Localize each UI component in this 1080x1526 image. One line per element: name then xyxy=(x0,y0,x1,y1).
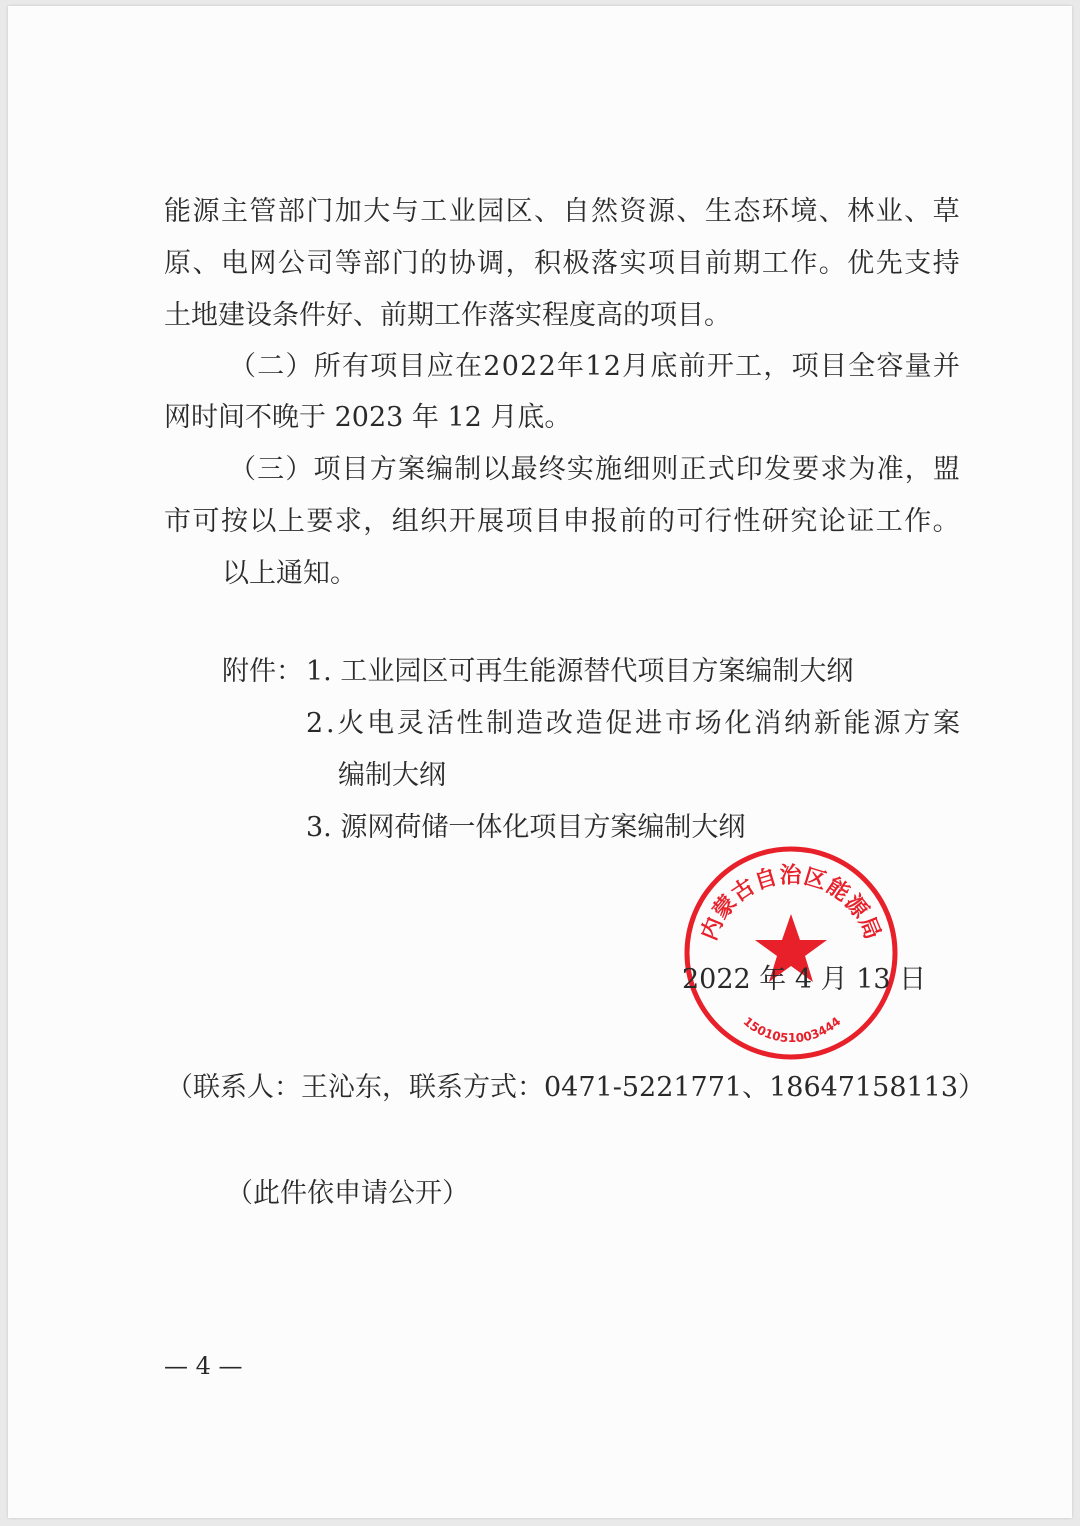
glyph: 林 xyxy=(847,196,875,227)
glyph: 要 xyxy=(792,454,820,485)
page-number: — 4 — xyxy=(164,1352,243,1380)
glyph: 改 xyxy=(545,708,573,739)
glyph: 项 xyxy=(791,351,819,382)
glyph: 灵 xyxy=(396,708,424,739)
glyph: 化 xyxy=(724,708,752,739)
glyph: 二 xyxy=(257,351,285,382)
glyph: 电 xyxy=(367,708,395,739)
glyph: 等 xyxy=(334,248,362,279)
glyph: 0 xyxy=(501,351,519,382)
glyph: 源 xyxy=(192,196,220,227)
glyph: ， xyxy=(363,506,391,537)
glyph: 目 xyxy=(819,351,847,382)
glyph: 门 xyxy=(391,248,419,279)
body-line-5: 网时间不晚于 2023 年 12 月底。 xyxy=(164,402,572,433)
glyph: 业 xyxy=(875,196,903,227)
glyph: 在 xyxy=(455,351,482,382)
glyph: 实 xyxy=(619,248,647,279)
glyph: 园 xyxy=(477,196,505,227)
glyph: 准 xyxy=(876,454,904,485)
glyph: 促 xyxy=(605,708,633,739)
glyph: 工 xyxy=(761,248,789,279)
glyph: 市 xyxy=(664,708,692,739)
glyph: 报 xyxy=(591,506,619,537)
glyph: 实 xyxy=(566,454,594,485)
body-line-2 xyxy=(164,244,960,284)
glyph: 火 xyxy=(337,708,365,739)
glyph: 研 xyxy=(761,506,789,537)
glyph: 境 xyxy=(790,196,818,227)
glyph: 主 xyxy=(220,196,248,227)
glyph: 调 xyxy=(477,248,505,279)
glyph: 草 xyxy=(932,196,960,227)
glyph: 方 xyxy=(903,708,931,739)
glyph: 施 xyxy=(595,454,623,485)
glyph: 以 xyxy=(482,454,510,485)
seal-org-name: 内蒙古自治区能源局 xyxy=(696,863,886,944)
glyph: 、 xyxy=(818,196,846,227)
glyph: 应 xyxy=(426,351,454,382)
glyph: 开 xyxy=(706,351,734,382)
glyph: 项 xyxy=(370,351,398,382)
glyph: 。 xyxy=(818,248,846,279)
glyph: 。 xyxy=(932,506,960,537)
glyph: 、 xyxy=(192,248,220,279)
glyph: 前 xyxy=(619,506,647,537)
glyph: （ xyxy=(229,454,256,485)
glyph: 编 xyxy=(426,454,454,485)
glyph: 的 xyxy=(647,506,675,537)
official-seal xyxy=(680,842,902,1064)
glyph: 为 xyxy=(848,454,876,485)
glyph: 性 xyxy=(733,506,761,537)
glyph: 源 xyxy=(873,708,901,739)
glyph: 申 xyxy=(562,506,590,537)
glyph: 、 xyxy=(534,196,562,227)
glyph: 织 xyxy=(420,506,448,537)
body-line-3: 土地建设条件好、前期工作落实程度高的项目。 xyxy=(164,300,731,331)
glyph: 资 xyxy=(619,196,647,227)
glyph: 并 xyxy=(932,351,960,382)
glyph: ， xyxy=(763,351,791,382)
glyph: 活 xyxy=(426,708,454,739)
glyph: 新 xyxy=(813,708,841,739)
glyph: 管 xyxy=(249,196,277,227)
glyph: 论 xyxy=(818,506,846,537)
glyph: 协 xyxy=(448,248,476,279)
glyph: 部 xyxy=(277,196,305,227)
glyph: 工 xyxy=(875,506,903,537)
glyph: 目 xyxy=(341,454,369,485)
glyph: 有 xyxy=(342,351,369,382)
glyph: . xyxy=(325,708,335,739)
glyph: ） xyxy=(285,351,313,382)
glyph: 作 xyxy=(904,506,932,537)
glyph: 源 xyxy=(647,196,675,227)
attachment-item-1: 1. 工业园区可再生能源替代项目方案编制大纲 xyxy=(306,656,854,687)
glyph: 究 xyxy=(790,506,818,537)
glyph: 全 xyxy=(848,351,876,382)
glyph: 、 xyxy=(676,196,704,227)
glyph: 能 xyxy=(843,708,871,739)
glyph: ， xyxy=(505,248,533,279)
glyph: 量 xyxy=(904,351,932,382)
glyph: 消 xyxy=(754,708,782,739)
glyph: 优 xyxy=(847,248,875,279)
glyph: 前 xyxy=(704,248,732,279)
glyph: 大 xyxy=(363,196,391,227)
glyph: 2 xyxy=(603,351,621,382)
glyph: 1 xyxy=(585,351,603,382)
glyph: 自 xyxy=(562,196,590,227)
glyph: 网 xyxy=(249,248,277,279)
glyph: 正 xyxy=(679,454,707,485)
glyph: 先 xyxy=(875,248,903,279)
glyph: 证 xyxy=(847,506,875,537)
glyph: 司 xyxy=(306,248,334,279)
glyph: 可 xyxy=(192,506,220,537)
glyph: 上 xyxy=(277,506,305,537)
glyph: 持 xyxy=(932,248,960,279)
glyph: 则 xyxy=(651,454,679,485)
glyph: 求 xyxy=(820,454,848,485)
glyph: 年 xyxy=(557,351,584,382)
glyph: 部 xyxy=(363,248,391,279)
glyph: 前 xyxy=(678,351,706,382)
glyph: 极 xyxy=(562,248,590,279)
glyph: 公 xyxy=(277,248,305,279)
glyph: 工 xyxy=(420,196,448,227)
body-line-4 xyxy=(229,347,960,387)
glyph: 底 xyxy=(650,351,678,382)
attachments-label: 附件： xyxy=(222,656,303,687)
glyph: 作 xyxy=(790,248,818,279)
glyph: 支 xyxy=(904,248,932,279)
glyph: 组 xyxy=(391,506,419,537)
glyph: 案 xyxy=(932,708,960,739)
glyph: 环 xyxy=(761,196,789,227)
glyph: 项 xyxy=(505,506,533,537)
attachment-item-3: 3. 源网荷储一体化项目方案编制大纲 xyxy=(306,812,746,843)
glyph: 目 xyxy=(534,506,562,537)
glyph: 三 xyxy=(257,454,285,485)
glyph: 门 xyxy=(306,196,334,227)
glyph: 式 xyxy=(707,454,735,485)
glyph: 态 xyxy=(733,196,761,227)
glyph: 电 xyxy=(220,248,248,279)
glyph: 然 xyxy=(591,196,619,227)
glyph: （ xyxy=(229,351,256,382)
glyph: 行 xyxy=(704,506,732,537)
glyph: 加 xyxy=(334,196,362,227)
glyph: 展 xyxy=(477,506,505,537)
glyph: 月 xyxy=(622,351,650,382)
glyph: 造 xyxy=(575,708,603,739)
glyph: 2 xyxy=(306,708,324,739)
closing-line: 以上通知。 xyxy=(222,558,357,589)
glyph: 印 xyxy=(735,454,763,485)
glyph: 原 xyxy=(164,248,191,279)
body-line-1 xyxy=(164,192,960,232)
glyph: 制 xyxy=(486,708,514,739)
glyph: 区 xyxy=(505,196,533,227)
body-line-7 xyxy=(164,502,960,542)
glyph: 纳 xyxy=(784,708,812,739)
glyph: 2 xyxy=(483,351,501,382)
glyph: 期 xyxy=(733,248,761,279)
glyph: 要 xyxy=(306,506,334,537)
body-line-6 xyxy=(229,450,960,490)
glyph: 开 xyxy=(448,506,476,537)
issue-date: 2022 年 4 月 13 日 xyxy=(682,964,927,995)
glyph: 按 xyxy=(220,506,248,537)
glyph: ， xyxy=(904,454,932,485)
glyph: 以 xyxy=(249,506,277,537)
glyph: 求 xyxy=(334,506,362,537)
contact-info: （联系人：王沁东，联系方式：0471-5221771、18647158113） xyxy=(166,1072,986,1103)
glyph: 细 xyxy=(623,454,651,485)
glyph: 造 xyxy=(516,708,544,739)
glyph: 性 xyxy=(456,708,484,739)
glyph: 工 xyxy=(735,351,763,382)
glyph: 目 xyxy=(676,248,704,279)
glyph: 与 xyxy=(391,196,419,227)
glyph: 目 xyxy=(398,351,426,382)
glyph: 制 xyxy=(454,454,482,485)
glyph: 业 xyxy=(448,196,476,227)
attachment-item-2 xyxy=(306,704,960,744)
glyph: 能 xyxy=(164,196,191,227)
disclosure-note: （此件依申请公开） xyxy=(226,1178,469,1209)
glyph: 容 xyxy=(876,351,904,382)
glyph: 生 xyxy=(704,196,732,227)
glyph: 最 xyxy=(510,454,538,485)
glyph: 所 xyxy=(313,351,341,382)
glyph: 盟 xyxy=(932,454,960,485)
glyph: 方 xyxy=(369,454,397,485)
glyph: 2 xyxy=(538,351,556,382)
attachment-item-2-cont: 编制大纲 xyxy=(338,760,446,791)
glyph: 、 xyxy=(904,196,932,227)
glyph: ） xyxy=(285,454,313,485)
glyph: 进 xyxy=(635,708,663,739)
glyph: 市 xyxy=(164,506,191,537)
glyph: 积 xyxy=(534,248,562,279)
glyph: 项 xyxy=(313,454,341,485)
glyph: 的 xyxy=(420,248,448,279)
glyph: 2 xyxy=(520,351,538,382)
glyph: 项 xyxy=(647,248,675,279)
glyph: 场 xyxy=(694,708,722,739)
glyph: 发 xyxy=(763,454,791,485)
glyph: 案 xyxy=(397,454,425,485)
seal-code: 1501051003444 xyxy=(740,1014,844,1046)
glyph: 落 xyxy=(591,248,619,279)
glyph: 终 xyxy=(538,454,566,485)
glyph: 可 xyxy=(676,506,704,537)
